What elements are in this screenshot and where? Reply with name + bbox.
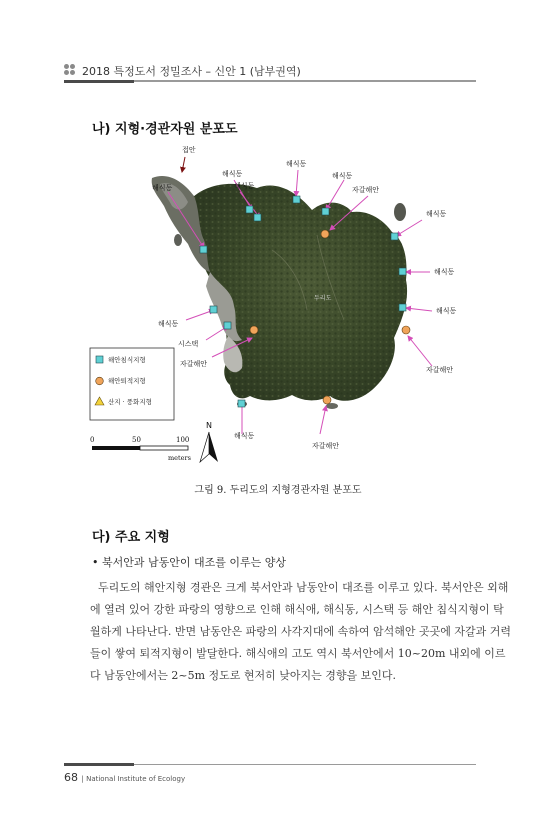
body-paragraph xyxy=(90,577,511,687)
label-jagalhaean-4: 자갈해안 xyxy=(312,442,340,450)
legend-square-icon xyxy=(96,356,103,363)
section-title-na: 나) 지형·경관자원 분포도 xyxy=(92,122,238,137)
paragraph-line: 두리도의 해안지형 경관은 크게 북서안과 남동안이 대조를 이루고 있다. 북서안은 외해 xyxy=(98,581,509,594)
legend-circle-icon xyxy=(96,377,104,385)
footer-rule-accent xyxy=(64,763,134,766)
label-haesikdong-8: 해식동 xyxy=(436,307,457,315)
label-haesikdong-6: 해식동 xyxy=(426,210,447,218)
paragraph-line: 월하게 나타난다. 반면 남동안은 파랑의 사각지대에 속하여 암석해안 곳곳에 자갈과 거력 xyxy=(90,625,511,638)
footer-org: National Institute of Ecology xyxy=(86,775,186,783)
label-haesikdong-9: 해식동 xyxy=(158,320,179,328)
label-haesikdong-5: 해식동 xyxy=(332,172,353,180)
paragraph-line: 다 남동안에서는 2~5m 정도로 현저히 낮아지는 경향을 보인다. xyxy=(90,669,397,682)
map-legend xyxy=(90,348,174,420)
north-label: N xyxy=(206,421,212,430)
label-haesikdong-10: 해식동 xyxy=(234,432,255,440)
legend-label-erosion: 해안침식지형 xyxy=(108,356,146,364)
label-haesikdong-1: 해식동 xyxy=(152,184,173,192)
label-haesikdong-3: 해식동 xyxy=(234,182,255,190)
landform-distribution-map xyxy=(82,140,482,470)
scale-tick-50: 50 xyxy=(132,436,141,444)
scale-unit: meters xyxy=(168,454,191,462)
running-header: 2018 특정도서 정밀조사 – 신안 1 (남부권역) xyxy=(82,65,301,78)
label-siseutaek: 시스택 xyxy=(178,340,199,348)
label-jagalhaean-2: 자갈해안 xyxy=(426,366,454,374)
paragraph-line: 에 열려 있어 강한 파랑의 영향으로 인해 해식애, 해식동, 시스택 등 해안 침식지형이 탁 xyxy=(90,603,504,616)
label-haesikdong-2: 해식동 xyxy=(222,170,243,178)
bullet-text: 북서안과 남동안이 대조를 이루는 양상 xyxy=(102,556,287,569)
island-label: 두리도 xyxy=(314,295,332,302)
page-footer: 68 | National Institute of Ecology xyxy=(64,771,186,784)
label-jagalhaean-3: 자갈해안 xyxy=(180,360,208,368)
legend-label-deposition: 해안퇴적지형 xyxy=(108,377,146,385)
bullet-dot-icon: • xyxy=(92,556,102,569)
page-number: 68 xyxy=(64,771,78,784)
header-rule-accent xyxy=(64,80,134,83)
label-jagalhaean-1: 자갈해안 xyxy=(352,186,380,194)
scale-tick-0: 0 xyxy=(90,436,95,444)
section-title-da: 다) 주요 지형 xyxy=(92,530,170,545)
figure-caption: 그림 9. 두리도의 지형경관자원 분포도 xyxy=(194,485,362,496)
label-haesikdong-7: 해식동 xyxy=(434,268,455,276)
header-dots-icon xyxy=(64,64,76,76)
island-shape xyxy=(152,176,407,409)
scale-bar xyxy=(90,436,191,462)
north-arrow-icon xyxy=(200,421,218,462)
label-jeopan: 접안 xyxy=(182,146,196,154)
legend-label-weathering: 산지 · 풍화지형 xyxy=(108,398,152,406)
scale-tick-100: 100 xyxy=(176,436,190,444)
bullet-item xyxy=(92,554,286,570)
paragraph-line: 들이 쌓여 퇴적지형이 발달한다. 해식애의 고도 역시 북서안에서 10~20m 내외에 이르 xyxy=(90,647,506,660)
label-haesikdong-4: 해식동 xyxy=(286,160,307,168)
